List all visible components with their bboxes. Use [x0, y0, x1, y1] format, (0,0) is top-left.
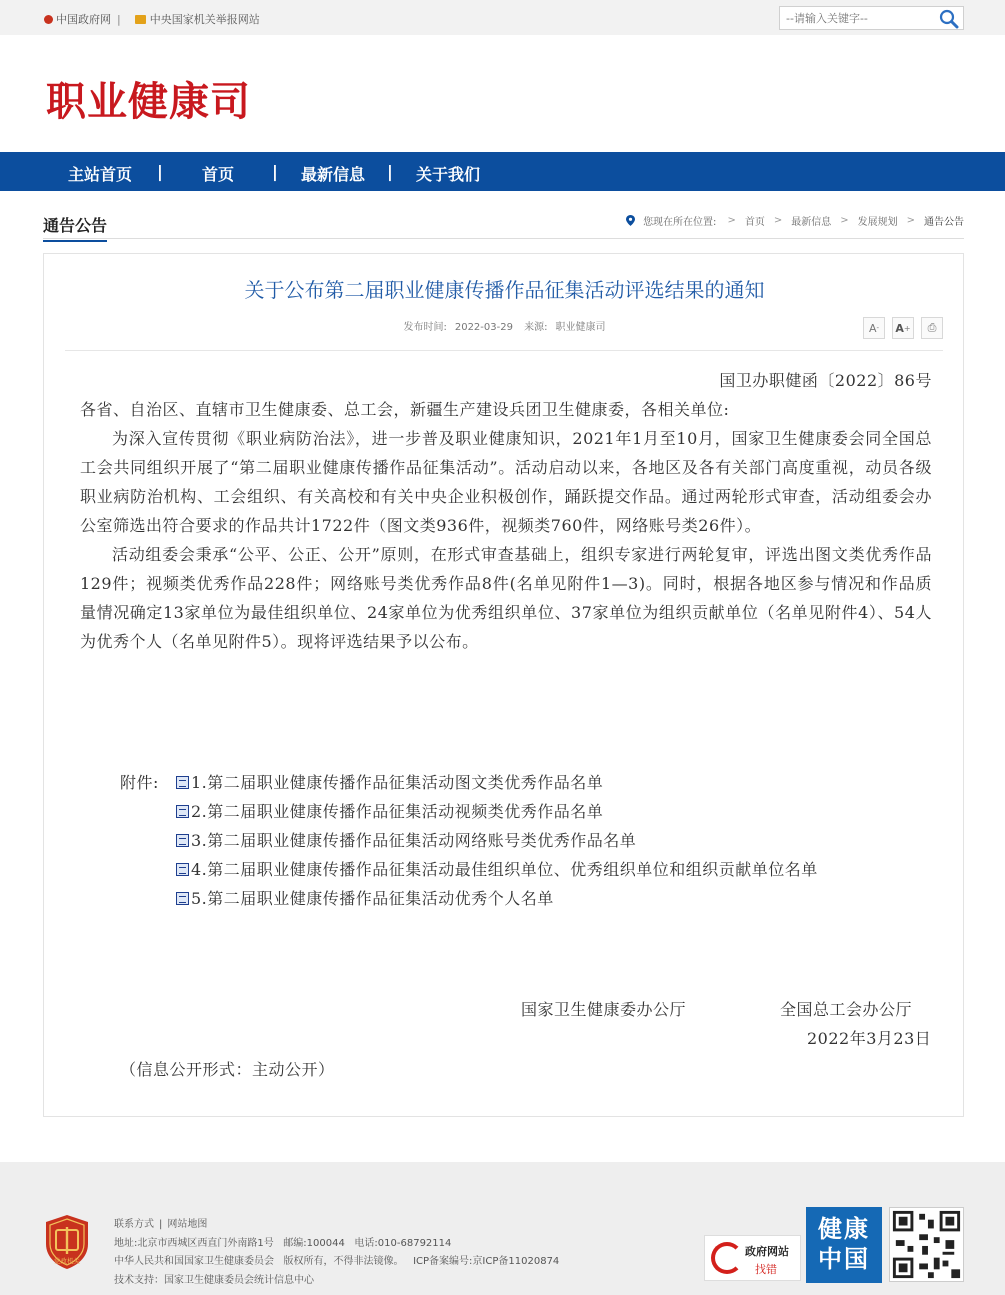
breadcrumb-prefix: 您现在所在位置: [643, 217, 717, 228]
attachment-row [120, 826, 818, 855]
breadcrumb-item-home[interactable]: 首页 [744, 217, 765, 228]
article-divider [65, 350, 943, 351]
document-icon [176, 834, 189, 847]
doc-number: 国卫办职健函〔2022〕86号 [719, 371, 932, 390]
meta-date: 2022-03-29 [454, 322, 513, 333]
footer-contact-link[interactable]: 联系方式 [114, 1219, 154, 1230]
main-nav [0, 152, 1005, 191]
footer-icp[interactable]: 京ICP备11020874 [472, 1256, 560, 1267]
report-icon [135, 15, 146, 24]
breadcrumb [626, 213, 964, 228]
top-bar [0, 0, 1005, 35]
attachment-row [120, 884, 818, 913]
footer-sitemap-link[interactable]: 网站地图 [167, 1219, 208, 1230]
attachment-link-5[interactable]: 5.第二届职业健康传播作品征集活动优秀个人名单 [191, 889, 554, 908]
attachment-link-2[interactable]: 2.第二届职业健康传播作品征集活动视频类优秀作品名单 [191, 802, 604, 821]
footer [0, 1162, 1005, 1295]
font-larger-icon: A [895, 321, 904, 335]
signer-acftu: 全国总工会办公厅 [780, 1000, 913, 1019]
font-larger-button[interactable]: A + [892, 317, 914, 339]
nav-separator: | [272, 162, 278, 181]
gov-site-error-report-badge[interactable]: 政府网站 找错 [704, 1235, 801, 1281]
article-meta [44, 318, 965, 333]
svg-text:党政机关: 党政机关 [54, 1257, 80, 1265]
top-link-separator: | [117, 12, 121, 26]
breadcrumb-sep: > [773, 215, 783, 226]
footer-support: 技术支持：国家卫生健康委员会统计信息中心 [114, 1274, 314, 1286]
breadcrumb-sep: > [906, 215, 915, 226]
search-input[interactable] [780, 8, 930, 30]
signer-nhc: 国家卫生健康委办公厅 [521, 1000, 687, 1019]
attachment-row [120, 797, 818, 826]
body-paragraph: 为深入宣传贯彻《职业病防治法》，进一步普及职业健康知识，2021年1月至10月，国家卫生健康委会同全国总工会共同组织开展了“第二届职业健康传播作品征集活动”。活动启动以来，各地区及各有关部门高度重视，动员各级职业病防治机构、工会组织、有关高校和有关中央企业积极创作，踊跃提交作品。通过两轮形式审查，活动组委会办公室筛选出符合要求的作品共计1722件（图文类936件，视频类760件，网络账号类26件）。 [80, 429, 932, 535]
attachment-link-3[interactable]: 3.第二届职业健康传播作品征集活动网络账号类优秀作品名单 [191, 831, 637, 850]
location-pin-icon [626, 215, 635, 226]
qr-code-icon [889, 1207, 964, 1282]
nav-item-main-home[interactable]: 主站首页 [68, 165, 133, 184]
meta-date-label: 发布时间: [403, 322, 447, 333]
footer-address: 北京市西城区西直门外南路1号 [137, 1237, 274, 1249]
attachment-link-4[interactable]: 4.第二届职业健康传播作品征集活动最佳组织单位、优秀组织单位和组织贡献单位名单 [191, 860, 818, 879]
article-title: 关于公布第二届职业健康传播作品征集活动评选结果的通知 [244, 278, 765, 302]
search-box [779, 6, 964, 30]
site-title: 职业健康司 [46, 79, 251, 125]
footer-phone: 010-68792114 [377, 1237, 452, 1249]
public-form: （信息公开形式：主动公开） [120, 1060, 335, 1079]
nav-separator: | [387, 162, 393, 181]
meta-source-label: 来源: [524, 322, 548, 333]
nav-item-home[interactable]: 首页 [202, 165, 235, 184]
document-icon [176, 776, 189, 789]
search-icon[interactable] [939, 9, 959, 29]
breadcrumb-item-current[interactable]: 通告公告 [924, 217, 964, 228]
font-smaller-button[interactable]: A - [863, 317, 885, 339]
breadcrumb-item-planning[interactable]: 发展规划 [857, 217, 898, 228]
breadcrumb-sep: > [840, 215, 849, 226]
print-icon: ⎙ [927, 321, 937, 334]
footer-rights: 版权所有，不得非法镜像。 [283, 1256, 404, 1267]
document-icon [176, 863, 189, 876]
article-tools [856, 317, 943, 339]
section-divider [43, 238, 964, 239]
article-panel [43, 253, 964, 1117]
attachment-link-1[interactable]: 1.第二届职业健康传播作品征集活动图文类优秀作品名单 [191, 773, 604, 792]
attachments-label: 附件: [120, 773, 159, 792]
error-report-icon [711, 1242, 743, 1274]
top-links [44, 11, 260, 27]
footer-postcode: 100044 [306, 1237, 345, 1249]
sign-date: 2022年3月23日 [807, 1029, 932, 1048]
meta-source: 职业健康司 [555, 322, 606, 333]
addressee: 各省、自治区、直辖市卫生健康委、总工会，新疆生产建设兵团卫生健康委，各相关单位: [80, 400, 730, 419]
section-title: 通告公告 [43, 213, 107, 242]
font-smaller-icon: A [868, 321, 877, 335]
document-icon [176, 805, 189, 818]
breadcrumb-item-latest[interactable]: 最新信息 [791, 217, 832, 228]
nav-item-about[interactable]: 关于我们 [416, 165, 481, 184]
gov-emblem-icon [44, 15, 53, 24]
attachment-row [120, 768, 818, 797]
nav-separator: | [157, 162, 163, 181]
party-gov-emblem-icon[interactable] [44, 1214, 90, 1270]
breadcrumb-sep: > [727, 215, 736, 226]
article-body [80, 366, 932, 656]
healthy-china-badge[interactable]: 健康中国 [806, 1207, 882, 1283]
footer-text: 联系方式 | 网站地图 地址:北京市西城区西直门外南路1号 邮编:100044 电话:010-68792114 中华人民共和国国家卫生健康委员会 版权所有，不得非法镜像。 ICP备案编号:京ICP备11020874 技术支持：国家卫生健康委员会统计信息中心 [114, 1219, 560, 1286]
attachments [120, 768, 818, 913]
nav-item-latest[interactable]: 最新信息 [301, 165, 366, 184]
document-icon [176, 892, 189, 905]
gov-link[interactable]: 中国政府网 [44, 11, 111, 27]
attachment-row [120, 855, 818, 884]
report-link[interactable]: 中央国家机关举报网站 [135, 11, 260, 27]
body-paragraph: 活动组委会秉承“公平、公正、公开”原则，在形式审查基础上，组织专家进行两轮复审，评选出图文类优秀作品129件；视频类优秀作品228件；网络账号类优秀作品8件(名单见附件1—3)。同时，根据各地区参与情况和作品质量情况确定13家单位为最佳组织单位、24家单位为优秀组织单位、37家单位为组织贡献单位（名单见附件4）、54人为优秀个人（名单见附件5）。现将评选结果予以公布。 [80, 545, 932, 651]
print-button[interactable] [921, 317, 943, 339]
footer-copyright: 中华人民共和国国家卫生健康委员会 [114, 1256, 274, 1267]
